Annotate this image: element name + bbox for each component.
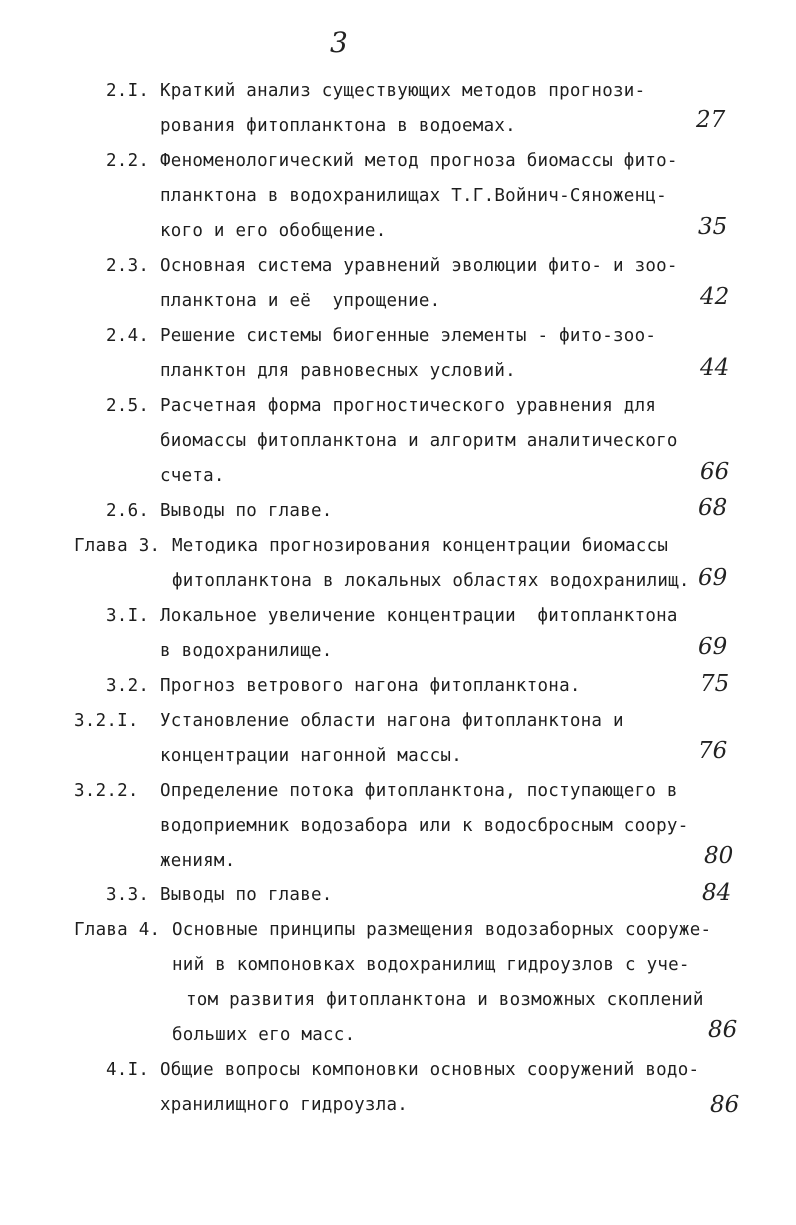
toc-entry-text: ний в компоновках водохранилищ гидроузлов с уче- <box>172 955 690 975</box>
toc-entry-text: рования фитопланктона в водоемах. <box>160 116 516 136</box>
toc-entry-number: 3.2.2. <box>74 781 139 801</box>
toc-entry-text: счета. <box>160 466 225 486</box>
toc-entry-text: хранилищного гидроузла. <box>160 1095 409 1115</box>
toc-entry-text: Выводы по главе. <box>160 885 333 905</box>
toc-entry-number: 3.2.I. <box>74 711 139 731</box>
toc-page-number: 86 <box>708 1017 738 1043</box>
toc-entry-text: Основная система уравнений эволюции фито- и зоо- <box>160 256 678 276</box>
toc-entry-number: 2.I. <box>106 81 150 101</box>
toc-entry-text: Установление области нагона фитопланктона и <box>160 711 624 731</box>
toc-entry-text: Прогноз ветрового нагона фитопланктона. <box>160 676 581 696</box>
toc-entry-text: Определение потока фитопланктона, поступающего в <box>160 781 678 801</box>
toc-entry-text: Выводы по главе. <box>160 501 333 521</box>
toc-entry-text: жениям. <box>160 851 236 871</box>
toc-page-number: 66 <box>700 459 730 485</box>
toc-entry-text: планктона в водохранилищах Т.Г.Войнич-Сяноженц- <box>160 186 667 206</box>
toc-entry-number: 2.6. <box>106 501 150 521</box>
toc-page-number: 69 <box>698 565 728 591</box>
toc-chapter-number: Глава 3. <box>74 536 161 556</box>
toc-page-number: 42 <box>700 284 730 310</box>
toc-entry-text: том развития фитопланктона и возможных скоплений <box>186 990 704 1010</box>
toc-page-number: 35 <box>698 214 728 240</box>
toc-page-number: 44 <box>700 355 730 381</box>
toc-entry-number: 2.2. <box>106 151 150 171</box>
toc-entry-text: больших его масс. <box>172 1025 356 1045</box>
toc-entry-text: кого и его обобщение. <box>160 221 387 241</box>
toc-entry-text: планктон для равновесных условий. <box>160 361 516 381</box>
toc-entry-text: Методика прогнозирования концентрации биомассы <box>172 536 669 556</box>
toc-entry-text: в водохранилище. <box>160 641 333 661</box>
toc-entry-number: 2.3. <box>106 256 150 276</box>
toc-entry-text: фитопланктона в локальных областях водохранилищ. <box>172 571 690 591</box>
toc-entry-text: планктона и её упрощение. <box>160 291 441 311</box>
toc-entry-number: 3.3. <box>106 885 150 905</box>
toc-entry-text: Основные принципы размещения водозаборных сооруже- <box>172 920 712 940</box>
toc-entry-text: биомассы фитопланктона и алгоритм аналитического <box>160 431 678 451</box>
toc-entry-text: Общие вопросы компоновки основных сооружений водо- <box>160 1060 700 1080</box>
toc-entry-text: Краткий анализ существующих методов прогнози- <box>160 81 646 101</box>
toc-entry-text: концентрации нагонной массы. <box>160 746 463 766</box>
toc-entry-text: Феноменологический метод прогноза биомассы фито- <box>160 151 678 171</box>
toc-page-number: 69 <box>698 634 728 660</box>
toc-page-number: 86 <box>710 1092 740 1118</box>
toc-entry-text: Решение системы биогенные элементы - фито-зоо- <box>160 326 657 346</box>
toc-entry-number: 2.5. <box>106 396 150 416</box>
toc-entry-number: 4.I. <box>106 1060 150 1080</box>
toc-chapter-number: Глава 4. <box>74 920 161 940</box>
toc-page-number: 68 <box>698 495 728 521</box>
toc-page-number: 84 <box>702 880 732 906</box>
toc-entry-text: Локальное увеличение концентрации фитопланктона <box>160 606 678 626</box>
toc-page-number: 27 <box>696 107 726 133</box>
toc-page-number: 75 <box>700 671 730 697</box>
toc-entry-text: водоприемник водозабора или к водосбросным соору- <box>160 816 689 836</box>
toc-page-number: 76 <box>698 738 728 764</box>
toc-entry-number: 3.I. <box>106 606 150 626</box>
toc-page-number: 80 <box>704 843 734 869</box>
toc-entry-number: 3.2. <box>106 676 150 696</box>
toc-entry-text: Расчетная форма прогностического уравнения для <box>160 396 657 416</box>
toc-entry-number: 2.4. <box>106 326 150 346</box>
page-number: 3 <box>330 26 348 59</box>
